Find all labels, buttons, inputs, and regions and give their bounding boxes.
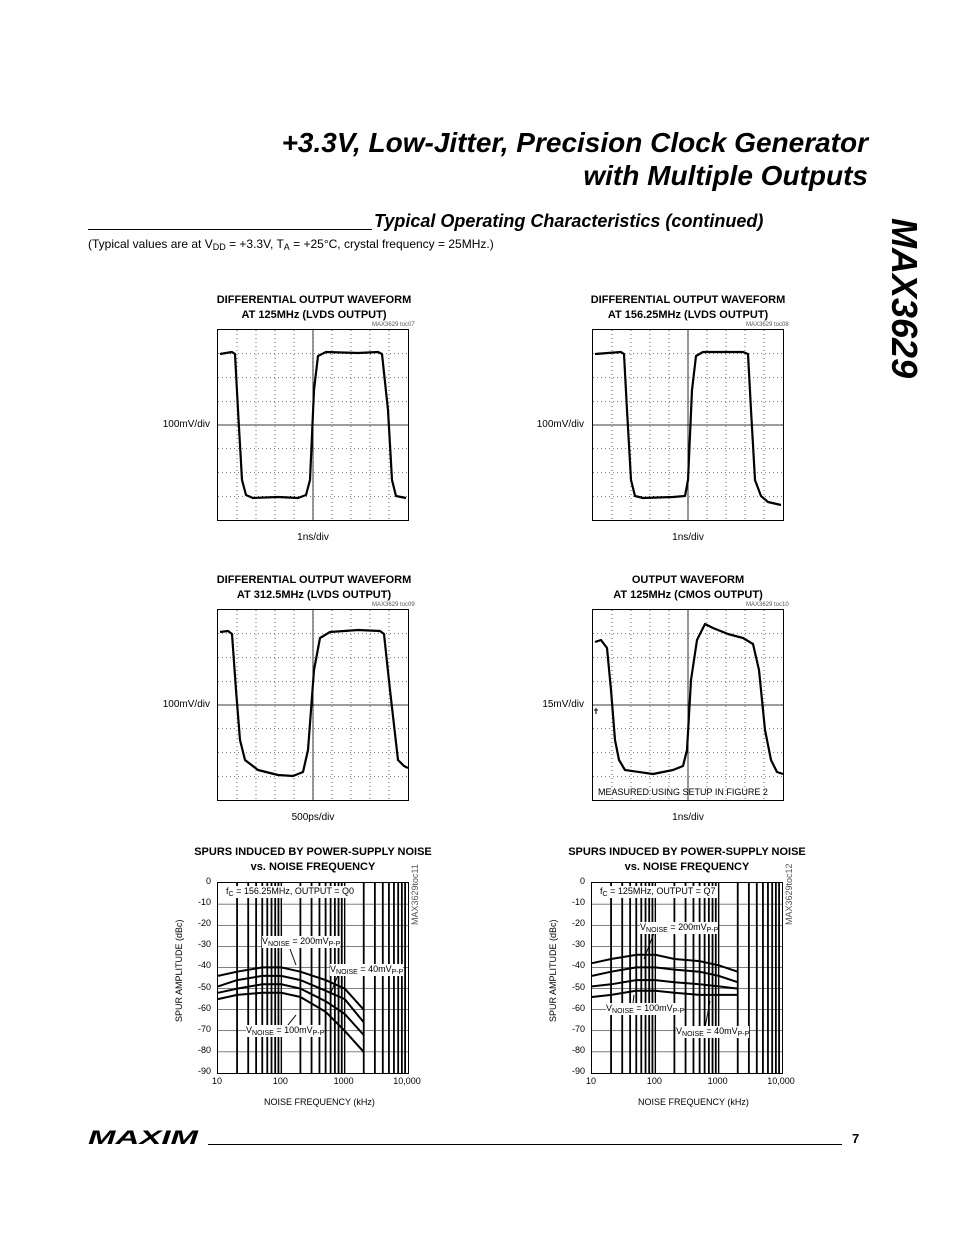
scope-1-xdiv: 1ns/div — [297, 532, 329, 543]
y-tick-label: 0 — [579, 876, 585, 886]
x-tick-label: 100 — [272, 1076, 288, 1086]
spur-chart-1-ylabel: SPUR AMPLITUDE (dBc) — [174, 919, 184, 1022]
scope-3-screen — [217, 609, 409, 801]
scope-1-ydiv: 100mV/div — [162, 419, 210, 430]
y-tick-label: -20 — [197, 918, 211, 929]
y-tick-label: -70 — [571, 1023, 585, 1034]
y-tick-label: -20 — [571, 918, 585, 929]
spur-chart-2-ylabel: SPUR AMPLITUDE (dBc) — [548, 919, 558, 1022]
side-part-label — [880, 218, 925, 379]
scope-2-toc: MAX3629 toc08 — [746, 322, 789, 328]
y-tick-label: -50 — [197, 981, 211, 992]
spur-chart-2-plot — [591, 882, 783, 1074]
spur-chart-2-xlabel: NOISE FREQUENCY (kHz) — [638, 1097, 749, 1107]
scope-1-screen — [217, 329, 409, 521]
scope-1-title: DIFFERENTIAL OUTPUT WAVEFORM AT 125MHz (LVDS OUTPUT) — [216, 294, 412, 321]
scope-3-title: DIFFERENTIAL OUTPUT WAVEFORM AT 312.5MHz (LVDS OUTPUT) — [216, 574, 412, 601]
section-rule — [88, 229, 372, 230]
scope-2-screen — [592, 329, 784, 521]
scope-4-note: MEASURED USING SETUP IN FIGURE 2 — [598, 787, 768, 797]
scope-4-xdiv: 1ns/div — [672, 812, 704, 823]
y-tick-label: -30 — [571, 939, 585, 950]
y-tick-label: -60 — [197, 1002, 211, 1013]
section-title: Typical Operating Characteristics (continued) — [374, 211, 764, 231]
scope-4-toc: MAX3629 toc10 — [746, 602, 789, 608]
spur-chart-2-condition: $f_C = 125MHz$, OUTPUT = Q7 — [600, 886, 716, 898]
spur-chart-1-toc: MAX3629toc11 — [410, 864, 420, 925]
scope-2-title: DIFFERENTIAL OUTPUT WAVEFORM AT 156.25MHz (LVDS OUTPUT) — [590, 294, 786, 321]
page-number: 7 — [852, 1131, 860, 1146]
spur-chart-2-toc: MAX3629toc12 — [784, 863, 794, 925]
spur-chart-2-label-100mv: $V_{NOISE} = 100mV_{P-P}$ — [606, 1003, 685, 1015]
x-tick-label: 10 — [585, 1076, 596, 1086]
y-tick-label: -60 — [571, 1002, 585, 1013]
scope-4-screen — [592, 609, 784, 801]
spur-chart-2-label-40mv: $V_{NOISE} = 40mV_{P-P}$ — [676, 1026, 750, 1038]
scope-2-xdiv: 1ns/div — [672, 532, 704, 543]
y-tick-label: -40 — [571, 960, 585, 971]
maxim-logo-text: MAXIM — [88, 1128, 201, 1149]
x-tick-label: 1000 — [707, 1076, 728, 1086]
spur-chart-1-label-200mv: $V_{NOISE} = 200mV_{P-P}$ — [262, 936, 341, 948]
spur-chart-1-plot — [217, 882, 409, 1074]
y-tick-label: -80 — [197, 1044, 211, 1055]
scope-3-toc: MAX3629 toc09 — [372, 602, 415, 608]
x-tick-label: 100 — [646, 1076, 662, 1086]
spur-chart-1-title: SPURS INDUCED BY POWER-SUPPLY NOISE vs. NOISE FREQUENCY — [194, 846, 432, 873]
x-tick-label: 1000 — [333, 1076, 354, 1086]
y-tick-label: -70 — [197, 1023, 211, 1034]
scope-3-xdiv: 500ps/div — [291, 812, 335, 823]
x-tick-label: 10,000 — [767, 1076, 795, 1086]
scope-waveform-trace — [220, 630, 408, 776]
scope-3-ydiv: 100mV/div — [162, 699, 210, 710]
conditions-text: (Typical values are at $V_{DD} = +3.3V$, $T_A = +25^\circ C$, crystal frequency = 25MHz.) — [88, 237, 494, 252]
scope-2-ydiv: 100mV/div — [536, 419, 584, 430]
annotation-arrow — [290, 949, 296, 965]
y-tick-label: -40 — [197, 960, 211, 971]
spur-chart-2-label-200mv: $V_{NOISE} = 200mV_{P-P}$ — [640, 922, 719, 934]
scope-4-title: OUTPUT WAVEFORM AT 125MHz (CMOS OUTPUT) — [613, 574, 763, 601]
spur-chart-1-label-40mv: $V_{NOISE} = 40mV_{P-P}$ — [330, 964, 404, 976]
y-tick-label: -90 — [197, 1066, 211, 1076]
page-title-line-1: +3.3V, Low-Jitter, Precision Clock Generator — [281, 127, 868, 158]
y-tick-label: -50 — [571, 981, 585, 992]
maxim-logo — [88, 1128, 201, 1149]
scope-1-toc: MAX3629 toc07 — [372, 322, 415, 328]
footer-rule — [208, 1144, 842, 1145]
page-title-line-2: with Multiple Outputs — [583, 160, 868, 191]
scope-trigger-marker — [594, 708, 598, 714]
y-tick-label: -10 — [197, 897, 211, 908]
scope-4-ydiv: 15mV/div — [542, 699, 584, 710]
scope-waveform-trace — [595, 624, 783, 774]
spur-chart-1-label-100mv: $V_{NOISE} = 100mV_{P-P}$ — [246, 1025, 325, 1037]
x-tick-label: 10 — [211, 1076, 222, 1086]
y-tick-label: -10 — [571, 897, 585, 908]
y-tick-label: -80 — [571, 1044, 585, 1055]
y-tick-label: 0 — [205, 876, 211, 886]
y-tick-label: -30 — [197, 939, 211, 950]
side-part-label-text: MAX3629 — [884, 218, 925, 379]
spur-chart-1-condition: $f_C = 156.25MHz$, OUTPUT = Q0 — [226, 886, 354, 898]
spur-chart-1-xlabel: NOISE FREQUENCY (kHz) — [264, 1097, 375, 1107]
x-tick-label: 10,000 — [393, 1076, 421, 1086]
y-tick-label: -90 — [571, 1066, 585, 1076]
spur-chart-2-title: SPURS INDUCED BY POWER-SUPPLY NOISE vs. NOISE FREQUENCY — [568, 846, 806, 873]
